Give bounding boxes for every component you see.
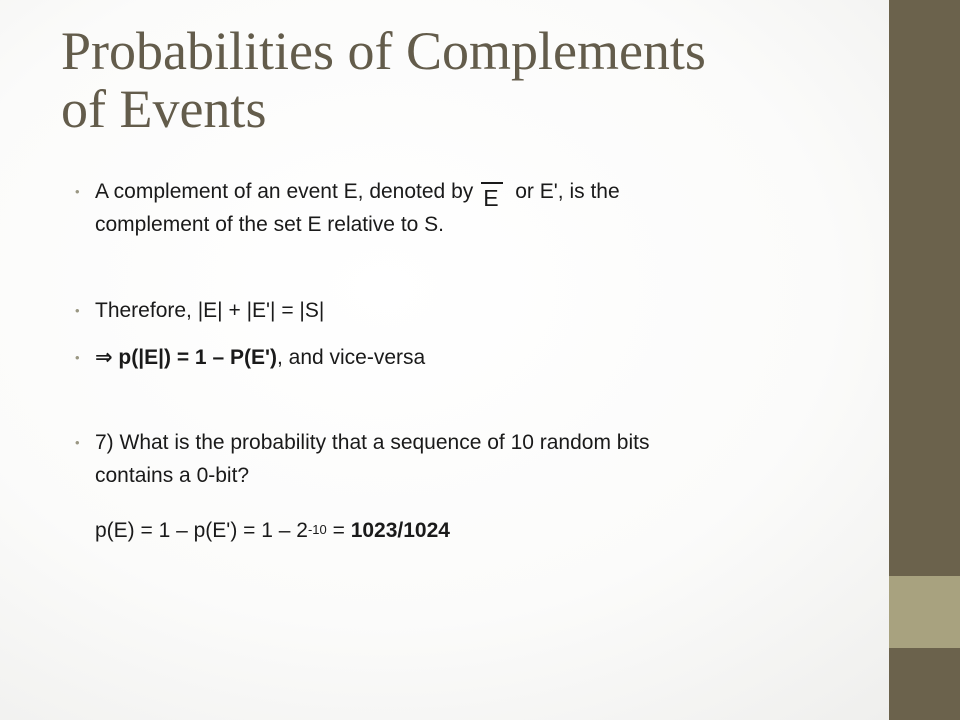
slide-title-line-2: of Events (61, 79, 267, 139)
bullet-line (95, 175, 855, 211)
bullet-line: complement of the set E relative to S. (95, 213, 445, 236)
bullet-example-question (75, 426, 855, 547)
e-bar-symbol (481, 182, 503, 211)
sidebar-accent-top (889, 0, 960, 576)
bullet-probability-relation (75, 341, 855, 374)
bullet-text-part: , and vice-versa (276, 346, 426, 369)
formula-result: 1023/1024 (350, 519, 450, 542)
slide-title-line-1: Probabilities of Complements (61, 21, 706, 81)
bullet-text-part: or E', is the (515, 180, 620, 203)
sidebar-accent-middle (889, 576, 960, 648)
e-bar-letter: E (483, 185, 499, 211)
formula-equals: = (326, 519, 351, 542)
bullet-bold-formula: ⇒ p(|E|) = 1 – P(E') (95, 346, 277, 369)
bullet-text-part: A complement of an event E, denoted by (95, 180, 474, 203)
bullet-cardinality (75, 294, 855, 327)
answer-formula (95, 514, 855, 547)
bullet-icon: • (75, 303, 80, 318)
question-line-1: 7) What is the probability that a sequence of 10 random bits (95, 431, 650, 454)
question-line-2: contains a 0-bit? (95, 464, 250, 487)
bullet-complement-definition (75, 175, 855, 241)
overline-mark (481, 182, 503, 184)
bullet-text: Therefore, |E| + |E'| = |S| (95, 299, 325, 322)
slide-title (61, 22, 861, 138)
bullet-icon: • (75, 184, 80, 199)
formula-exponent: -10 (307, 522, 327, 537)
bullet-icon: • (75, 435, 80, 450)
bullet-icon: • (75, 350, 80, 365)
sidebar-accent-bottom (889, 648, 960, 720)
formula-text: p(E) = 1 – p(E') = 1 – 2 (95, 519, 308, 542)
